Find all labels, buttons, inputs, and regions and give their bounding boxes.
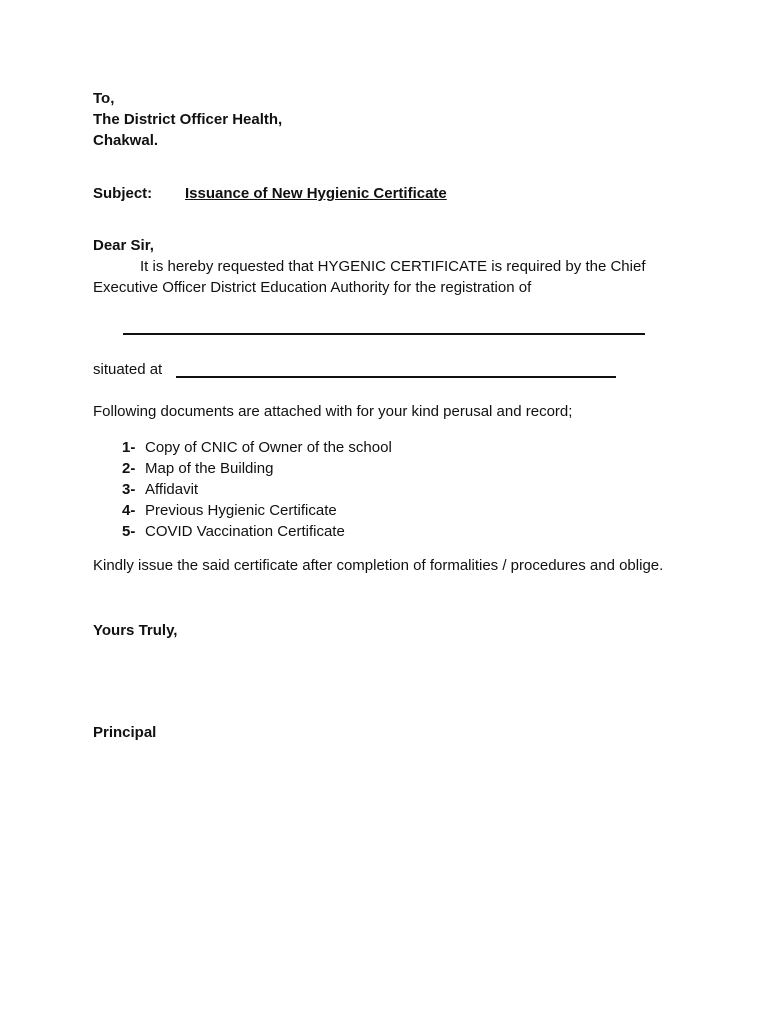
signatory-title: Principal — [93, 724, 157, 741]
request-paragraph-text: It is hereby requested that HYGENIC CERTIFICATE is required by the Chief Executive Officer District Education Authority for the registration of — [93, 258, 646, 296]
list-item — [122, 437, 392, 458]
attached-documents-list — [122, 437, 392, 542]
list-item — [122, 479, 392, 500]
list-item-number: 2- — [122, 460, 136, 477]
closing-request: Kindly issue the said certificate after completion of formalities / procedures and oblige. — [93, 557, 664, 574]
subject-text: Issuance of New Hygienic Certificate — [185, 185, 447, 202]
list-item-number: 3- — [122, 481, 136, 498]
location-blank-line — [176, 376, 616, 378]
situated-at-label: situated at — [93, 361, 163, 378]
list-item — [122, 521, 392, 542]
list-item-number: 1- — [122, 439, 136, 456]
recipient-line-officer: The District Officer Health, — [93, 111, 283, 128]
list-item-text: Map of the Building — [145, 460, 274, 477]
list-item — [122, 458, 392, 479]
list-item-text: COVID Vaccination Certificate — [145, 523, 345, 540]
list-item-number: 4- — [122, 502, 136, 519]
list-item-text: Copy of CNIC of Owner of the school — [145, 439, 392, 456]
list-item-text: Affidavit — [145, 481, 199, 498]
school-name-blank-line — [123, 333, 645, 335]
recipient-address — [93, 88, 282, 151]
sign-off: Yours Truly, — [93, 622, 178, 639]
list-item — [122, 500, 392, 521]
list-item-number: 5- — [122, 523, 136, 540]
attachments-intro: Following documents are attached with for your kind perusal and record; — [93, 403, 573, 420]
request-paragraph — [93, 256, 683, 298]
recipient-line-city: Chakwal. — [93, 132, 159, 149]
recipient-line-to: To, — [93, 90, 115, 107]
salutation: Dear Sir, — [93, 237, 154, 254]
list-item-text: Previous Hygienic Certificate — [145, 502, 337, 519]
subject-label: Subject: — [93, 185, 153, 202]
